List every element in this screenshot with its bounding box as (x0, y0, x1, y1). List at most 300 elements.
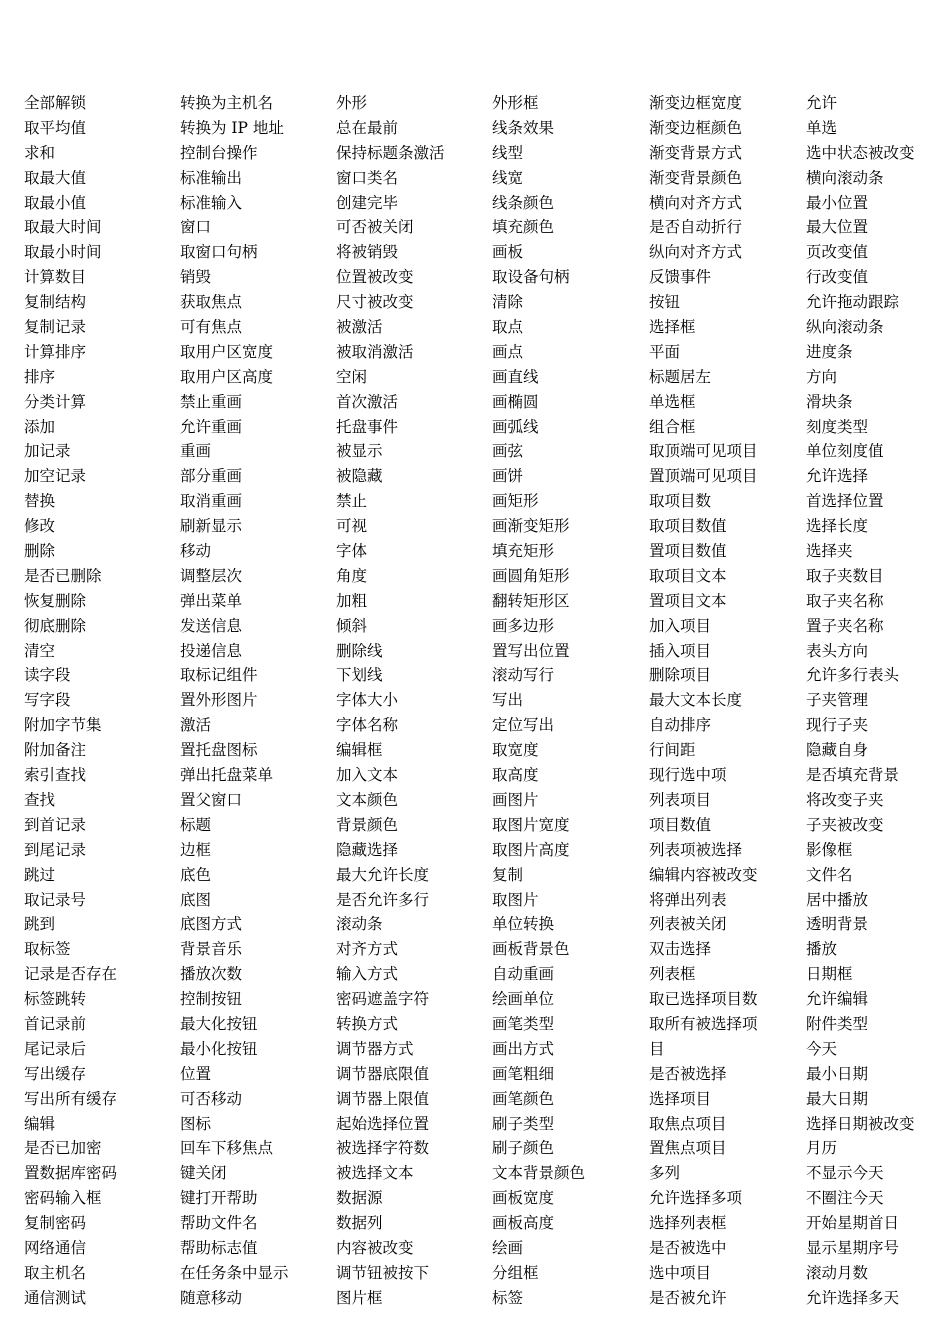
keyword-item: 列表被关闭 (649, 915, 727, 934)
keyword-item: 查找 (24, 790, 56, 809)
keyword-item: 随意移动 (180, 1288, 243, 1307)
keyword-item: 标题 (180, 815, 212, 834)
keyword-item: 组合框 (649, 417, 696, 436)
keyword-item: 可否移动 (180, 1089, 243, 1108)
keyword-item: 单位刻度值 (806, 442, 884, 461)
keyword-item: 取最大时间 (24, 218, 102, 237)
keyword-item: 画出方式 (492, 1039, 555, 1058)
keyword-item: 置子夹名称 (806, 616, 884, 635)
keyword-item: 位置被改变 (336, 268, 414, 287)
keyword-item: 清除 (492, 293, 524, 312)
keyword-item: 选择框 (649, 318, 696, 337)
keyword-item: 列表项目 (649, 790, 712, 809)
keyword-item: 填充矩形 (492, 542, 555, 561)
keyword-item: 读字段 (24, 666, 71, 685)
column-1 (24, 91, 174, 1311)
keyword-item: 复制 (492, 865, 524, 884)
keyword-item: 选择日期被改变 (806, 1114, 915, 1133)
keyword-item: 首记录前 (24, 1014, 87, 1033)
keyword-item: 最小日期 (806, 1064, 869, 1083)
keyword-item: 写出 (492, 691, 524, 710)
keyword-item: 刷子类型 (492, 1114, 555, 1133)
keyword-item: 选择夹 (806, 542, 853, 561)
keyword-item: 取点 (492, 318, 524, 337)
keyword-item: 底图 (180, 890, 212, 909)
keyword-item: 取标记组件 (180, 666, 258, 685)
keyword-item: 尺寸被改变 (336, 293, 414, 312)
keyword-item: 横向对齐方式 (649, 193, 743, 212)
keyword-item: 复制密码 (24, 1214, 87, 1233)
keyword-item: 滑块条 (806, 392, 853, 411)
keyword-item: 允许选择多天 (806, 1288, 900, 1307)
keyword-item: 标签跳转 (24, 990, 87, 1009)
keyword-item: 置托盘图标 (180, 741, 258, 760)
keyword-item: 密码输入框 (24, 1189, 102, 1208)
keyword-item: 允许 (806, 94, 838, 112)
keyword-item: 刻度类型 (806, 417, 869, 436)
keyword-item: 绘画单位 (492, 990, 555, 1009)
keyword-item: 键打开帮助 (180, 1189, 258, 1208)
keyword-item: 渐变背景颜色 (649, 168, 743, 187)
keyword-item: 按钮 (649, 293, 681, 312)
column-3 (336, 91, 486, 1311)
keyword-item: 取图片宽度 (492, 815, 570, 834)
keyword-item: 表头方向 (806, 641, 869, 660)
keyword-item: 获取焦点 (180, 293, 243, 312)
keyword-item: 添加 (24, 417, 56, 436)
keyword-item: 线条效果 (492, 118, 555, 137)
keyword-item: 键关闭 (180, 1164, 227, 1183)
keyword-item: 删除 (24, 542, 56, 561)
keyword-item: 取图片 (492, 890, 539, 909)
keyword-item: 自动排序 (649, 716, 712, 735)
keyword-item: 帮助标志值 (180, 1238, 258, 1257)
keyword-item: 反馈事件 (649, 268, 712, 287)
keyword-item: 隐藏选择 (336, 840, 399, 859)
keyword-item: 输入方式 (336, 965, 399, 984)
keyword-item: 边框 (180, 840, 212, 859)
keyword-item: 编辑 (24, 1114, 56, 1133)
keyword-item: 取标签 (24, 940, 71, 959)
keyword-item: 附件类型 (806, 1014, 869, 1033)
keyword-item: 计算数目 (24, 268, 87, 287)
keyword-item: 将改变子夹 (806, 790, 884, 809)
keyword-item: 标准输入 (180, 193, 243, 212)
keyword-item: 发送信息 (180, 616, 243, 635)
keyword-item: 在任务条中显示 (180, 1263, 289, 1282)
keyword-item: 底色 (180, 865, 212, 884)
keyword-item: 复制记录 (24, 318, 87, 337)
column-6 (806, 91, 950, 1311)
keyword-item: 填充颜色 (492, 218, 555, 237)
keyword-item: 替换 (24, 492, 56, 511)
keyword-item: 日期框 (806, 965, 853, 984)
keyword-item: 复制结构 (24, 293, 87, 312)
keyword-item: 底图方式 (180, 915, 243, 934)
keyword-item: 计算排序 (24, 342, 87, 361)
keyword-item: 跳到 (24, 915, 56, 934)
keyword-item: 取最小时间 (24, 243, 102, 262)
keyword-item: 取窗口句柄 (180, 243, 258, 262)
keyword-item: 方向 (806, 367, 838, 386)
keyword-item: 插入项目 (649, 641, 712, 660)
keyword-item: 托盘事件 (336, 417, 399, 436)
keyword-item: 投递信息 (180, 641, 243, 660)
keyword-item: 取所有被选择项 (649, 1014, 758, 1033)
keyword-item: 横向滚动条 (806, 168, 884, 187)
keyword-item: 删除项目 (649, 666, 712, 685)
keyword-item: 取用户区宽度 (180, 342, 274, 361)
keyword-item: 是否被选中 (649, 1238, 727, 1257)
keyword-item: 定位写出 (492, 716, 555, 735)
keyword-item: 数据列 (336, 1214, 383, 1233)
keyword-item: 取焦点项目 (649, 1114, 727, 1133)
keyword-item: 画矩形 (492, 492, 539, 511)
keyword-item: 是否自动折行 (649, 218, 743, 237)
keyword-item: 角度 (336, 566, 368, 585)
keyword-item: 加粗 (336, 591, 368, 610)
keyword-item: 隐藏自身 (806, 741, 869, 760)
keyword-item: 双击选择 (649, 940, 712, 959)
keyword-item: 绘画 (492, 1238, 524, 1257)
keyword-item: 渐变边框宽度 (649, 94, 743, 112)
keyword-item: 通信测试 (24, 1288, 87, 1307)
keyword-item: 取项目数 (649, 492, 712, 511)
keyword-item: 取最大值 (24, 168, 87, 187)
keyword-item: 目 (649, 1039, 665, 1058)
keyword-item: 窗口 (180, 218, 212, 237)
keyword-item: 允许选择多项 (649, 1189, 743, 1208)
keyword-item: 开始星期首日 (806, 1214, 900, 1233)
keyword-item: 取消重画 (180, 492, 243, 511)
keyword-item: 求和 (24, 143, 56, 162)
keyword-item: 恢复删除 (24, 591, 87, 610)
keyword-item: 是否填充背景 (806, 766, 900, 785)
keyword-item: 可有焦点 (180, 318, 243, 337)
keyword-item: 对齐方式 (336, 940, 399, 959)
keyword-item: 被取消激活 (336, 342, 414, 361)
keyword-item: 弹出托盘菜单 (180, 766, 274, 785)
keyword-item: 列表项被选择 (649, 840, 743, 859)
keyword-item: 置项目文本 (649, 591, 727, 610)
keyword-item: 首选择位置 (806, 492, 884, 511)
keyword-item: 置顶端可见项目 (649, 467, 758, 486)
keyword-item: 首次激活 (336, 392, 399, 411)
keyword-item: 倾斜 (336, 616, 368, 635)
keyword-item: 子夹被改变 (806, 815, 884, 834)
keyword-item: 调节器底限值 (336, 1064, 430, 1083)
keyword-item: 画点 (492, 342, 524, 361)
keyword-item: 调节器上限值 (336, 1089, 430, 1108)
keyword-item: 将被销毁 (336, 243, 399, 262)
keyword-item: 选中状态被改变 (806, 143, 915, 162)
keyword-item: 写出所有缓存 (24, 1089, 118, 1108)
keyword-item: 最大允许长度 (336, 865, 430, 884)
keyword-item: 移动 (180, 542, 212, 561)
keyword-item: 选择长度 (806, 517, 869, 536)
keyword-item: 附加字节集 (24, 716, 102, 735)
keyword-item: 网络通信 (24, 1238, 87, 1257)
keyword-item: 画多边形 (492, 616, 555, 635)
keyword-item: 画饼 (492, 467, 524, 486)
keyword-item: 月历 (806, 1139, 838, 1158)
keyword-item: 现行选中项 (649, 766, 727, 785)
keyword-item: 画弧线 (492, 417, 539, 436)
keyword-item: 编辑内容被改变 (649, 865, 758, 884)
keyword-item: 到尾记录 (24, 840, 87, 859)
keyword-item: 字体名称 (336, 716, 399, 735)
keyword-item: 索引查找 (24, 766, 87, 785)
keyword-item: 文本颜色 (336, 790, 399, 809)
keyword-item: 外形 (336, 94, 368, 112)
keyword-item: 调节钮被按下 (336, 1263, 430, 1282)
keyword-item: 单选框 (649, 392, 696, 411)
keyword-item: 背景音乐 (180, 940, 243, 959)
keyword-item: 全部解锁 (24, 94, 87, 112)
keyword-item: 最小位置 (806, 193, 869, 212)
keyword-item: 画渐变矩形 (492, 517, 570, 536)
keyword-item: 是否允许多行 (336, 890, 430, 909)
keyword-item: 起始选择位置 (336, 1114, 430, 1133)
keyword-item: 允许多行表头 (806, 666, 900, 685)
keyword-item: 允许编辑 (806, 990, 869, 1009)
keyword-item: 最大文本长度 (649, 691, 743, 710)
keyword-item: 置数据库密码 (24, 1164, 118, 1183)
keyword-item: 加记录 (24, 442, 71, 461)
keyword-item: 被选择文本 (336, 1164, 414, 1183)
keyword-item: 写字段 (24, 691, 71, 710)
keyword-item: 自动重画 (492, 965, 555, 984)
keyword-item: 回车下移焦点 (180, 1139, 274, 1158)
keyword-item: 窗口类名 (336, 168, 399, 187)
keyword-item: 部分重画 (180, 467, 243, 486)
keyword-item: 背景颜色 (336, 815, 399, 834)
keyword-item: 取最小值 (24, 193, 87, 212)
keyword-item: 线型 (492, 143, 524, 162)
keyword-item: 标题居左 (649, 367, 712, 386)
keyword-item: 跳过 (24, 865, 56, 884)
keyword-item: 最大日期 (806, 1089, 869, 1108)
keyword-item: 可否被关闭 (336, 218, 414, 237)
keyword-item: 调节器方式 (336, 1039, 414, 1058)
keyword-item: 到首记录 (24, 815, 87, 834)
keyword-item: 置项目数值 (649, 542, 727, 561)
keyword-item: 滚动条 (336, 915, 383, 934)
keyword-item: 保持标题条激活 (336, 143, 445, 162)
keyword-item: 刷新显示 (180, 517, 243, 536)
keyword-item: 是否被选择 (649, 1064, 727, 1083)
keyword-item: 记录是否存在 (24, 965, 118, 984)
keyword-item: 加入文本 (336, 766, 399, 785)
keyword-item: 画笔颜色 (492, 1089, 555, 1108)
keyword-item: 取宽度 (492, 741, 539, 760)
keyword-item: 置外形图片 (180, 691, 258, 710)
keyword-item: 取记录号 (24, 890, 87, 909)
keyword-item: 字体 (336, 542, 368, 561)
keyword-item: 显示星期序号 (806, 1238, 900, 1257)
keyword-item: 纵向滚动条 (806, 318, 884, 337)
keyword-item: 加空记录 (24, 467, 87, 486)
keyword-list (24, 91, 939, 1321)
keyword-item: 多列 (649, 1164, 681, 1183)
keyword-item: 禁止重画 (180, 392, 243, 411)
keyword-item: 行改变值 (806, 268, 869, 287)
keyword-item: 影像框 (806, 840, 853, 859)
keyword-item: 最大化按钮 (180, 1014, 258, 1033)
keyword-item: 允许选择 (806, 467, 869, 486)
keyword-item: 图标 (180, 1114, 212, 1133)
keyword-item: 加入项目 (649, 616, 712, 635)
keyword-item: 取子夹名称 (806, 591, 884, 610)
keyword-item: 播放次数 (180, 965, 243, 984)
keyword-item: 置父窗口 (180, 790, 243, 809)
keyword-item: 控制按钮 (180, 990, 243, 1009)
keyword-item: 下划线 (336, 666, 383, 685)
keyword-item: 创建完毕 (336, 193, 399, 212)
keyword-item: 置焦点项目 (649, 1139, 727, 1158)
keyword-item: 数据源 (336, 1189, 383, 1208)
keyword-item: 分类计算 (24, 392, 87, 411)
keyword-item: 画圆角矩形 (492, 566, 570, 585)
keyword-item: 选择列表框 (649, 1214, 727, 1233)
keyword-item: 是否已删除 (24, 566, 102, 585)
keyword-item: 平面 (649, 342, 681, 361)
keyword-item: 取设备句柄 (492, 268, 570, 287)
keyword-item: 重画 (180, 442, 212, 461)
keyword-item: 画笔类型 (492, 1014, 555, 1033)
keyword-item: 渐变背景方式 (649, 143, 743, 162)
keyword-item: 取高度 (492, 766, 539, 785)
keyword-item: 被选择字符数 (336, 1139, 430, 1158)
column-5 (649, 91, 799, 1311)
keyword-item: 渐变边框颜色 (649, 118, 743, 137)
keyword-item: 清空 (24, 641, 56, 660)
keyword-item: 最大位置 (806, 218, 869, 237)
keyword-item: 允许拖动跟踪 (806, 293, 900, 312)
keyword-item: 取顶端可见项目 (649, 442, 758, 461)
keyword-item: 最小化按钮 (180, 1039, 258, 1058)
keyword-item: 转换为主机名 (180, 94, 274, 112)
keyword-item: 线条颜色 (492, 193, 555, 212)
keyword-item: 空闲 (336, 367, 368, 386)
keyword-item: 刷子颜色 (492, 1139, 555, 1158)
keyword-item: 总在最前 (336, 118, 399, 137)
keyword-item: 彻底删除 (24, 616, 87, 635)
keyword-item: 弹出菜单 (180, 591, 243, 610)
keyword-item: 不显示今天 (806, 1164, 884, 1183)
keyword-item: 被隐藏 (336, 467, 383, 486)
keyword-item: 写出缓存 (24, 1064, 87, 1083)
keyword-item: 位置 (180, 1064, 212, 1083)
keyword-item: 现行子夹 (806, 716, 869, 735)
keyword-item: 画笔粗细 (492, 1064, 555, 1083)
keyword-item: 调整层次 (180, 566, 243, 585)
keyword-item: 转换方式 (336, 1014, 399, 1033)
keyword-item: 画板 (492, 243, 524, 262)
keyword-item: 文件名 (806, 865, 853, 884)
keyword-item: 销毁 (180, 268, 212, 287)
keyword-item: 画椭圆 (492, 392, 539, 411)
keyword-item: 居中播放 (806, 890, 869, 909)
keyword-item: 可视 (336, 517, 368, 536)
keyword-item: 取用户区高度 (180, 367, 274, 386)
keyword-item: 不圈注今天 (806, 1189, 884, 1208)
keyword-item: 附加备注 (24, 741, 87, 760)
keyword-item: 图片框 (336, 1288, 383, 1307)
keyword-item: 标签 (492, 1288, 524, 1307)
keyword-item: 尾记录后 (24, 1039, 87, 1058)
keyword-item: 被激活 (336, 318, 383, 337)
keyword-item: 将弹出列表 (649, 890, 727, 909)
keyword-item: 禁止 (336, 492, 368, 511)
keyword-item: 取平均值 (24, 118, 87, 137)
keyword-item: 字体大小 (336, 691, 399, 710)
keyword-item: 是否被允许 (649, 1288, 727, 1307)
keyword-item: 转换为 IP 地址 (180, 118, 284, 137)
keyword-item: 播放 (806, 940, 838, 959)
keyword-item: 今天 (806, 1039, 838, 1058)
keyword-item: 选中项目 (649, 1263, 712, 1282)
keyword-item: 列表框 (649, 965, 696, 984)
keyword-item: 文本背景颜色 (492, 1164, 586, 1183)
keyword-item: 修改 (24, 517, 56, 536)
keyword-item: 行间距 (649, 741, 696, 760)
keyword-item: 外形框 (492, 94, 539, 112)
keyword-item: 取项目文本 (649, 566, 727, 585)
keyword-item: 子夹管理 (806, 691, 869, 710)
keyword-item: 允许重画 (180, 417, 243, 436)
keyword-item: 标准输出 (180, 168, 243, 187)
keyword-item: 删除线 (336, 641, 383, 660)
keyword-item: 取已选择项目数 (649, 990, 758, 1009)
keyword-item: 画板背景色 (492, 940, 570, 959)
keyword-item: 页改变值 (806, 243, 869, 262)
keyword-item: 密码遮盖字符 (336, 990, 430, 1009)
keyword-item: 翻转矩形区 (492, 591, 570, 610)
keyword-item: 画板宽度 (492, 1189, 555, 1208)
keyword-item: 编辑框 (336, 741, 383, 760)
keyword-item: 画直线 (492, 367, 539, 386)
keyword-item: 取主机名 (24, 1263, 87, 1282)
keyword-item: 选择项目 (649, 1089, 712, 1108)
keyword-item: 排序 (24, 367, 56, 386)
keyword-item: 取子夹数目 (806, 566, 884, 585)
keyword-item: 分组框 (492, 1263, 539, 1282)
keyword-item: 画板高度 (492, 1214, 555, 1233)
keyword-item: 取图片高度 (492, 840, 570, 859)
keyword-item: 激活 (180, 716, 212, 735)
keyword-item: 纵向对齐方式 (649, 243, 743, 262)
keyword-item: 控制台操作 (180, 143, 258, 162)
keyword-item: 滚动月数 (806, 1263, 869, 1282)
keyword-item: 线宽 (492, 168, 524, 187)
keyword-item: 置写出位置 (492, 641, 570, 660)
keyword-item: 画弦 (492, 442, 524, 461)
keyword-item: 滚动写行 (492, 666, 555, 685)
column-2 (180, 91, 330, 1311)
column-4 (492, 91, 642, 1311)
keyword-item: 透明背景 (806, 915, 869, 934)
keyword-item: 被显示 (336, 442, 383, 461)
keyword-item: 画图片 (492, 790, 539, 809)
keyword-item: 单选 (806, 118, 838, 137)
keyword-item: 单位转换 (492, 915, 555, 934)
keyword-item: 内容被改变 (336, 1238, 414, 1257)
keyword-item: 项目数值 (649, 815, 712, 834)
keyword-item: 进度条 (806, 342, 853, 361)
keyword-item: 帮助文件名 (180, 1214, 258, 1233)
keyword-item: 是否已加密 (24, 1139, 102, 1158)
